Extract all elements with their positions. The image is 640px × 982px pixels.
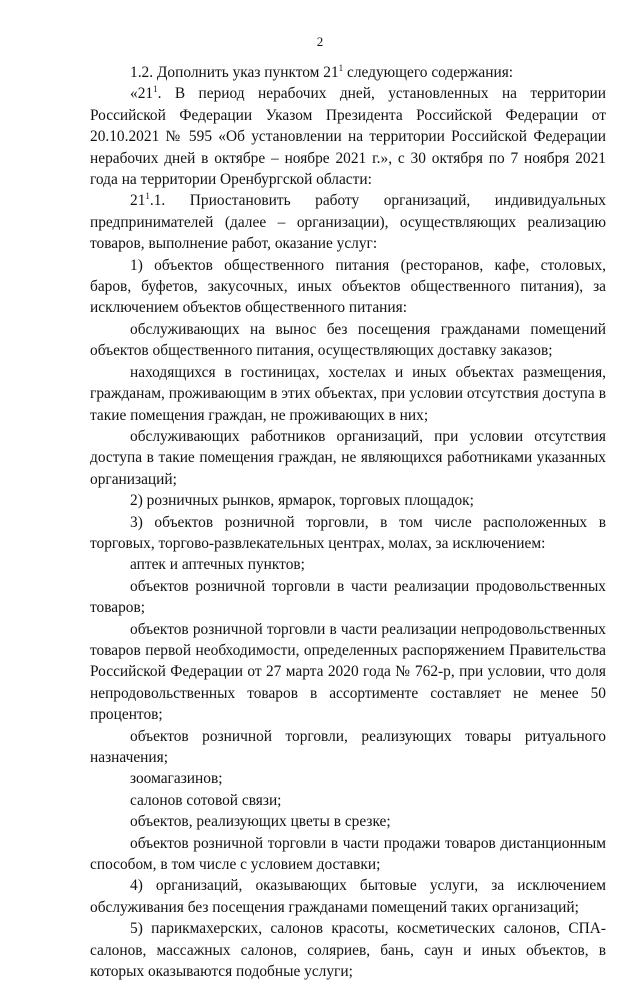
- paragraph-clause-21-1: «$21^1$. В период нерабочих дней, установленных на территории Российской Федерации Указом Президента Российской Федерации от 20.10.2021 № 595 «Об установлении на территории Российской Федерации нерабочих дней в октябре – ноябре 2021 г.», с 30 октября по 7 ноября 2021 года на территории Оренбургской области:: [90, 84, 606, 189]
- list-item-food-retail: объектов розничной торговли в части реализации продовольственных товаров;: [90, 577, 606, 617]
- list-item-pharmacies: аптек и аптечных пунктов;: [130, 556, 305, 574]
- list-item-ritual-goods: объектов розничной торговли, реализующих товары ритуального назначения;: [90, 727, 606, 766]
- list-item-hotels: находящихся в гостиницах, хостелах и иных объектах размещения, гражданам, проживающим в этих объектах, при условии отсутствия доступа в такие помещения граждан, не проживающих в них;: [90, 363, 606, 424]
- paragraph-amendment-intro: 1.2. Дополнить указ пунктом $21^1$ следующего содержания:: [130, 63, 514, 81]
- superscript: 1: [153, 84, 158, 95]
- list-item-nonfood-essentials: объектов розничной торговли в части реализации непродовольственных товаров первой необходимости, определенных распоряжением Правительства Российской Федерации от 27 марта 2020 года № 762-р, при условии, что доля непродовольственных товаров в ассортименте составляет не менее 50 процентов;: [90, 620, 606, 724]
- document-body: [90, 62, 606, 982]
- list-item-beauty-salons: 5) парикмахерских, салонов красоты, косметических салонов, СПА-салонов, массажных салонов, соляриев, бань, саун и иных объектов, в которых оказываются подобные услуги;: [90, 920, 606, 981]
- list-item-takeaway: обслуживающих на вынос без посещения гражданами помещений объектов общественного питания, осуществляющих доставку заказов;: [90, 320, 606, 360]
- list-item-retail: 3) объектов розничной торговли, в том числе расположенных в торговых, торгово-развлекательных центрах, молах, за исключением:: [90, 513, 606, 552]
- list-item-markets: 2) розничных рынков, ярмарок, торговых площадок;: [130, 492, 474, 510]
- list-item-remote-sales: объектов розничной торговли в части продажи товаров дистанционным способом, в том числе с условием доставки;: [90, 834, 606, 874]
- list-item-pet-stores: зоомагазинов;: [130, 770, 223, 788]
- superscript: 1: [338, 63, 344, 73]
- page-number: 2: [316, 34, 324, 49]
- list-item-staff-canteens: обслуживающих работников организаций, при условии отсутствия доступа в такие помещения граждан, не являющихся работниками указанных организаций;: [90, 427, 606, 488]
- list-item-catering: 1) объектов общественного питания (ресторанов, кафе, столовых, баров, буфетов, закусочных, иных объектов общественного питания), за исключением объектов общественного питания:: [90, 256, 606, 317]
- paragraph-clause-21-1-1: $21^1.1$. Приостановить работу организаций, индивидуальных предпринимателей (далее – организации), осуществляющих реализацию товаров, выполнение работ, оказание услуг:: [90, 191, 606, 253]
- list-item-mobile-stores: салонов сотовой связи;: [130, 791, 282, 809]
- superscript: 1: [145, 191, 150, 202]
- list-item-flowers: объектов, реализующих цветы в срезке;: [130, 813, 391, 831]
- list-item-household-services: 4) организаций, оказывающих бытовые услуги, за исключением обслуживания без посещения гражданами помещений таких организаций;: [90, 877, 606, 916]
